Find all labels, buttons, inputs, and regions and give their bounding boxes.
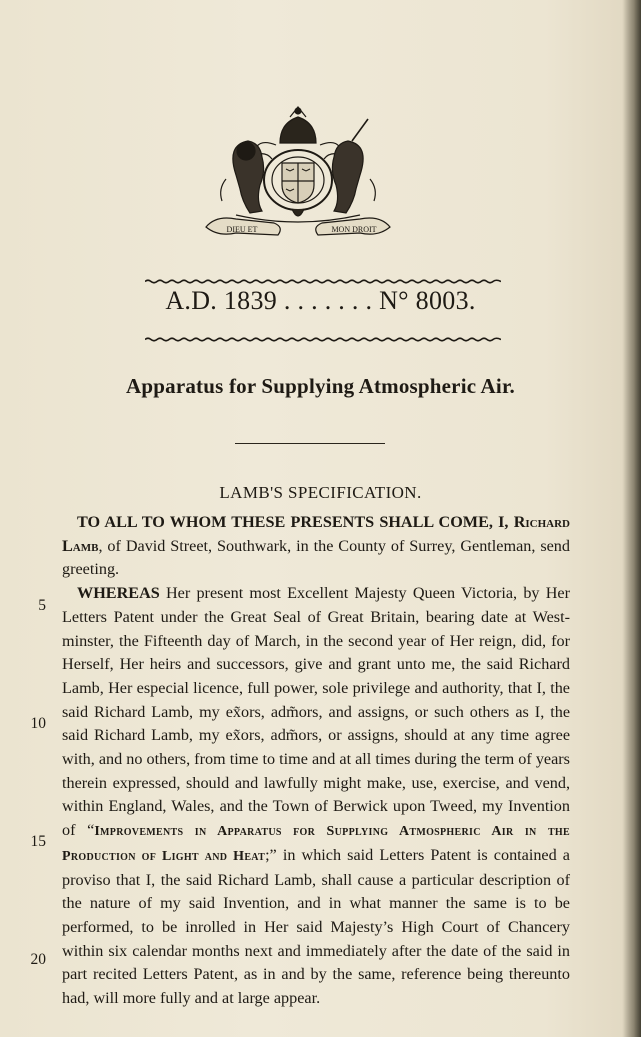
whereas-paragraph (62, 582, 570, 1011)
bottom-ornamental-rule (145, 337, 501, 342)
royal-coat-of-arms-icon (196, 105, 400, 243)
section-divider (235, 443, 385, 444)
whereas-text-a: Her present most Excellent Majesty Queen Victoria, by Her Letters Patent under the Great Seal of Great Britain, bearing date at West-minster, the Fifteenth day of March, in the second year of Her reign, did, for Herself, Her heirs and successors, give and grant unto me, the said Richard Lamb, Her especial licence, full power, sole privilege and authority, that I, the said Richard Lamb, my ex̃ors, adm̃ors, and assigns, or such others as I, the said Richard Lamb, my ex̃ors, adm̃ors, or assigns, should at any time agree with, and no others, from time to time and at all times during the term of years therein expressed, should and lawfully might make, use, exercise, and vend, within England, Wales, and the Town of Berwick upon Tweed, my Invention of “ (62, 584, 570, 840)
opening-address: TO ALL TO WHOM THESE PRESENTS SHALL COME, I, (77, 513, 509, 531)
patent-year: A.D. 1839 (165, 286, 278, 315)
motto-left: DIEU ET (226, 225, 258, 234)
line-number-5: 5 (38, 597, 46, 614)
patent-title: Apparatus for Supplying Atmospheric Air. (126, 374, 515, 398)
whereas-word: WHEREAS (77, 584, 160, 603)
patent-header (0, 286, 641, 326)
invention-title: Improvements in Apparatus for Supplying Atmospheric Air in the Production of Light and Heat (62, 824, 570, 864)
specification-heading: LAMB'S SPECIFICATION. (219, 483, 422, 502)
motto-right: MON DROIT (331, 225, 377, 234)
opening-rest: , of David Street, Southwark, in the County of Surrey, Gentleman, send greeting. (62, 536, 570, 579)
header-dots: . . . . . . . (283, 286, 373, 315)
whereas-text-b: ;” in which said Letters Patent is contained a proviso that I, the said Richard Lamb, shall cause a particular description of the nature of my said Invention, and in what manner the same is to be performed, to be inrolled in Her said Majesty’s High Court of Chancery within six calendar months next and immediately after the date of the said in part recited Letters Patent, as in and by the same, reference being thereunto had, will more fully and at large appear. (62, 845, 570, 1008)
binding-shadow (623, 0, 641, 1037)
line-number-20: 20 (30, 951, 46, 968)
patent-number: N° 8003. (379, 286, 476, 315)
top-ornamental-rule (145, 279, 501, 284)
opening-paragraph (62, 511, 570, 582)
specification-body (62, 511, 570, 1011)
line-number-15: 15 (30, 833, 46, 850)
patentee-name: Richard Lamb (62, 513, 571, 555)
line-number-10: 10 (30, 715, 46, 732)
